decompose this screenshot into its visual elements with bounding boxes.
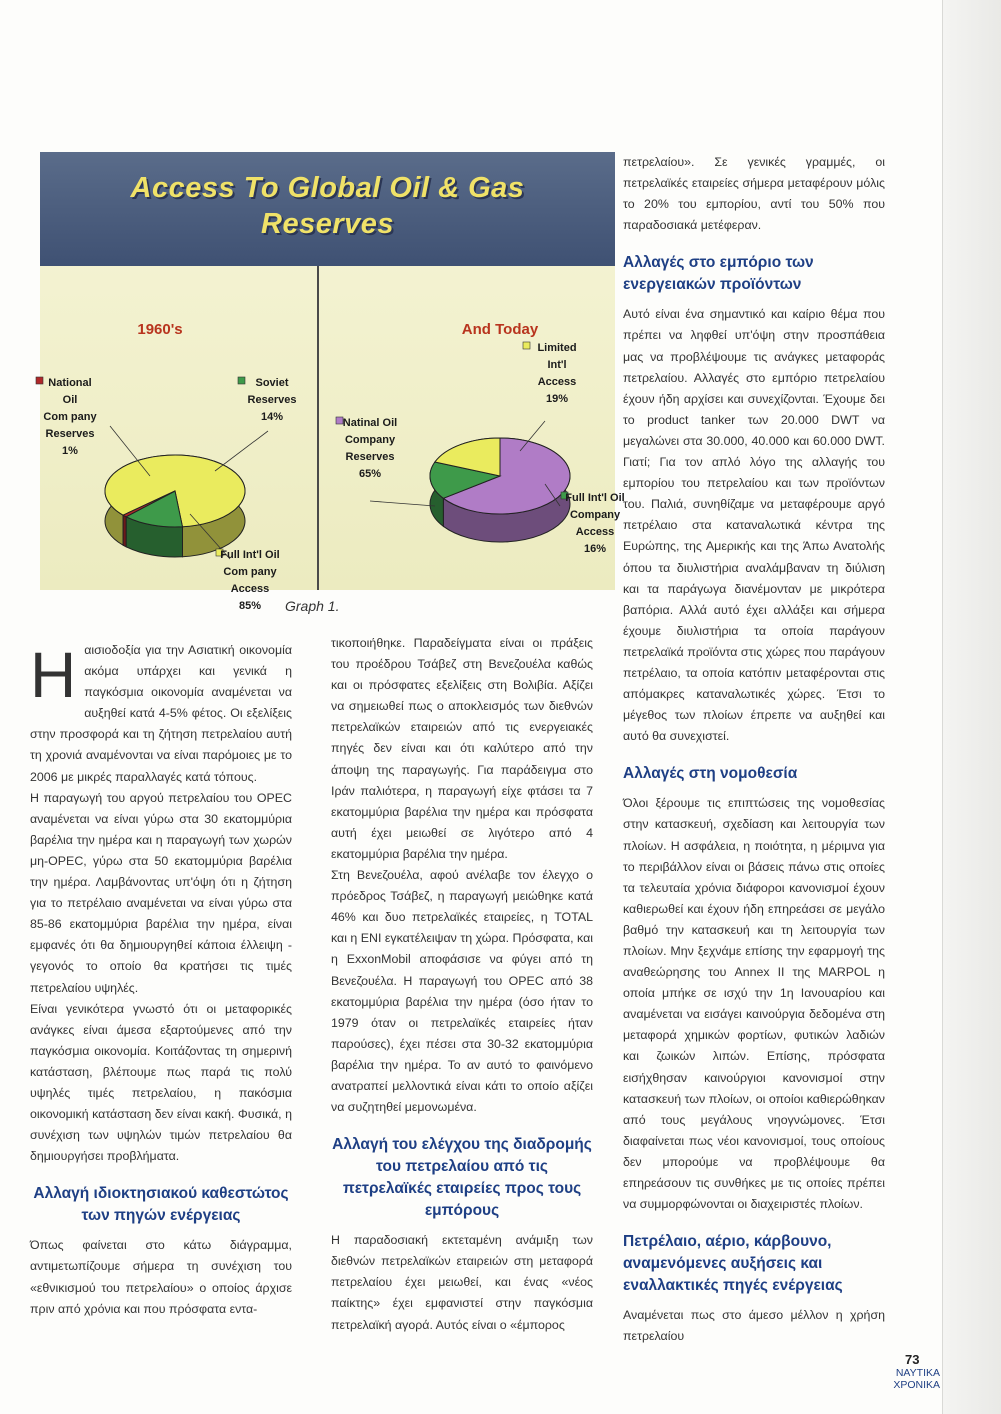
section-heading: Αλλαγές στη νομοθεσία (623, 765, 798, 783)
drop-cap: Η (30, 639, 77, 711)
slice-label: Com pany (223, 566, 277, 578)
legend-swatch (238, 377, 245, 384)
slice-label: National (48, 377, 92, 389)
slice-label: Com pany (43, 411, 97, 423)
leader-line (370, 501, 435, 506)
slice-label: Company (344, 434, 396, 446)
paragraph: τικοποιήθηκε. Παραδείγματα είναι οι πράξεις του προέδρου Τσάβεζ στη Βενεζουέλα καθώς και οι πρόσφατες εξελίξεις στη Βολιβία. Αξίζει να σημειωθεί πως ο αποκλεισμός των διεθνών πετρελαϊκών εταιρειών από τις ενεργειακές πηγές δεν είναι και ότι καλύτερο από την άποψη της παραγωγής. Για παράδειγμα στο Ιράν παλιότερα, η παραγωγή είχε φτάσει τα 7 εκατομμύρια βαρέλια την ημέρα και πρόσφατα αυτή έχει μειωθεί σε λιγότερο από 4 εκατομμύρια βαρέλια την ημέρα. (331, 636, 593, 861)
slice-label: Soviet (255, 377, 289, 389)
article-column-1 (30, 640, 292, 1320)
slice-label: Limited (537, 342, 577, 354)
magazine-name-line2: ΧΡΟΝΙΚΑ (893, 1379, 940, 1391)
paragraph: Η παραγωγή του αργού πετρελαίου του OPEC αναμένεται να είναι γύρω στα 30 εκατομμύρια βαρέλια την ημέρα και η παραγωγή των χωρών μη-OPEC, γύρω στα 50 εκατομμύρια βαρέλια την ημέρα. Λαμβάνοντας υπ'όψη ότι η ζήτηση για το πετρέλαιο αναμένεται να είναι γύρω στα 85-86 εκατομμύρια βαρέλια την ημέρα, είναι εμφανές ότι θα δημιουργηθεί κάποια έλλειψη - γεγονός το οποίο θα κρατήσει τις τιμές πετρελαίου υψηλές. (30, 790, 292, 995)
chart-header (40, 152, 615, 266)
page-number: 73 (905, 1352, 920, 1367)
section-heading: Αλλαγές στο εμπόριο των ενεργειακών προϊόντων (623, 254, 814, 294)
legend-swatch (523, 342, 530, 349)
legend-swatch (36, 377, 43, 384)
paragraph: Αναμένεται πως στο άμεσο μέλλον η χρήση πετρελαίου (623, 1308, 885, 1344)
paragraph: Η παραδοσιακή εκτεταμένη ανάμιξη των διεθνών πετρελαϊκών εταιρειών στη μεταφορά πετρελαίου έχει μειωθεί, και ένας «νέος παίκτης» έχει εμφανιστεί στην παγκόσμια πετρελαϊκή αγορά. Αυτός είναι ο «έμπορος (331, 1233, 593, 1332)
section-heading: Πετρέλαιο, αέριο, κάρβουνο, αναμενόμενες αυξήσεις και εναλλακτικές πηγές ενέργειας (623, 1233, 843, 1295)
slice-label: Access (230, 583, 270, 595)
slice-label: Reserves (345, 451, 395, 463)
paragraph (30, 640, 292, 788)
paragraph: Στη Βενεζουέλα, αφού ανέλαβε τον έλεγχο ο πρόεδρος Τσάβεζ, η παραγωγή μειώθηκε κατά 46% και δυο πετρελαϊκές εταιρείες, η TOTAL και η ENI εγκατέλειψαν τη χώρα. Πρόσφατα, και η ExxonMobil αποφάσισε να φύγει από τη Βενεζουέλα. Η παραγωγή του OPEC από 38 εκατομμύρια βαρέλια την ημέρα (όσο ήταν το 1979 όταν οι πετρελαϊκές εταιρείες ήταν παρούσες), έχει πέσει στα 30-32 εκατομμύρια βαρέλια την ημέρα. Το αν αυτό το φαινόμενο ανατραπεί μελλοντικά είναι κάτι το οποίο αξίζει να συζητηθεί μεμονωμένα. (331, 868, 593, 1115)
slice-label: 19% (545, 393, 569, 405)
paragraph: Αυτό είναι ένα σημαντικό και καίριο θέμα που πρέπει να ληφθεί υπ'όψη στην προσπάθεια μας να προβλέψουμε τις ανάγκες μεταφοράς πετρελαίου. Αλλαγές στο εμπόριο πετρελαίου έχουν ήδη αρχίσει και συνεχίζονται. Έχουμε δει το product tanker των 20.000 DWT να μεγαλώνει στα 30.000, 40.000 και 60.000 DWT. Γιατί; Για τον απλό λόγο της αλλαγής του εμπορίου του πετρελαίου και των προϊόντων του. Παλιά, συνηθίζαμε να μεταφέρουμε αργό πετρέλαιο στα καταναλωτικά κέντρα της Ευρώπης, της Αμερικής και της Άπω Ανατολής όπου τα διυλιστήρια αναλάμβαναν τη διύλιση και τα παράγωγα διανέμονταν με μικρότερα βαπόρια. Αλλά αυτό έχει αλλάξει και σήμερα έχουμε διυλιστήρια τα οποία παράγουν πετρελαϊκά προϊόντα στις χώρες που παράγουν πετρέλαιο, τα οποία κατόπιν μεταφέρονται στις απόμακρες καταναλωτικές χώρες. Έτσι το μέγεθος των πλοίων έπρεπε να αυξηθεί και αυτό θα συνεχιστεί. (623, 307, 885, 744)
slice-label: Natinal Oil (342, 417, 398, 429)
slice-label: Company (569, 509, 621, 521)
paragraph: Είναι γενικότερα γνωστό ότι οι μεταφορικές ανάγκες είναι άμεσα εξαρτούμενες από την παγκόσμια οικονομία. Κοιτάζοντας τη σημερινή κατάσταση, βλέπουμε πως παρά τις πολύ υψηλές τιμές πετρελαίου, η πακόσμια οικονομική κατάσταση δεν είναι κακή. Φυσικά, η συνέχιση των υψηλών τιμών πετρελαίου θα δημιουργήσει προβλήματα. (30, 1001, 292, 1164)
slice-label: 14% (260, 411, 284, 423)
slice-label: 65% (358, 468, 382, 480)
leader-line (215, 431, 268, 471)
chart-title-line1: Access To Global Oil & Gas (130, 172, 525, 204)
pie-slice-side (123, 515, 126, 547)
article-column-2 (331, 633, 593, 1336)
slice-label: Full Int'l Oil (220, 549, 280, 561)
paragraph: Όπως φαίνεται στο κάτω διάγραμμα, αντιμετωπίζουμε σήμερα τη συνέχιση του «εθνικισμού του πετρελαίου» ο οποίος άρχισε πριν από χρόνια και που πρόσφατα εντα- (30, 1238, 292, 1316)
paragraph: Όλοι ξέρουμε τις επιπτώσεις της νομοθεσίας στην κατασκευή, σχεδίαση και λειτουργία των πλοίων. Η ασφάλεια, η ποιότητα, η μέριμνα για το περιβάλλον είναι οι βάσεις πάνω στις οποίες τα τελευταία χρόνια διάφοροι κανονισμοί έχουν καθιερωθεί και έχουν ήδη επηρεάσει σε μεγάλο βαθμό την κατασκευή και τη λειτουργία των πλοίων. Μην ξεχνάμε επίσης την εφαρμογή της αναθεώρησης του Annex II της MARPOL η οποία μπήκε σε ισχύ την 1η Ιανουαρίου και αναμένεται να εισάγει καινούργια δεδομένα στη μεταφορά χημικών φορτίων, φυτικών λαδιών και ζωικών λιπών. Επίσης, πρόσφατα εισήχθησαν καινούργιοι κανονισμοί στην κατασκευή των πλοίων, οι οποίοι καθιερώθηκαν από τους μεγάλους νηογνώμονες. Έτσι διαφαίνεται πως νέοι κανονισμοί, τους οποίους δεν μπορούμε να προβλέψουμε θα επηρεάσουν τις συνθήκες με τις οποίες πρέπει να συμμορφώνονται οι διαχειριστές πλοίων. (623, 796, 885, 1212)
magazine-name-line1: ΝΑΥΤΙΚΑ (895, 1367, 940, 1379)
slice-label: Oil (62, 394, 78, 406)
chart-title (70, 170, 585, 242)
pie-title: 1960's (137, 321, 183, 338)
slice-label: Reserves (45, 428, 95, 440)
slice-label: Full Int'l Oil (565, 492, 625, 504)
graph-caption: Graph 1. (285, 598, 340, 614)
slice-label: Access (575, 526, 615, 538)
slice-label: 16% (583, 543, 607, 555)
section-heading: Αλλαγή ιδιοκτησιακού καθεστώτος των πηγών ενέργειας (33, 1185, 289, 1225)
magazine-name (880, 1367, 940, 1391)
slice-label: Reserves (247, 394, 297, 406)
section-heading: Αλλαγή του ελέγχου της διαδρομής του πετρελαίου από τις πετρελαϊκές εταιρείες προς τους εμπόρους (332, 1136, 592, 1220)
article-column-3 (623, 152, 885, 1347)
page-fold-edge (942, 0, 1001, 1414)
paragraph: πετρελαίου». Σε γενικές γραμμές, οι πετρελαϊκές εταιρείες σήμερα μεταφέρουν μόλις το 20% του εμπορίου, αντί του 50% που παραδοσιακά μετέφεραν. (623, 155, 885, 233)
slice-label: 85% (238, 600, 262, 612)
pie-title: And Today (461, 321, 539, 338)
chart-title-line2: Reserves (261, 208, 394, 240)
slice-label: 1% (62, 445, 78, 457)
slice-label: Int'l (547, 359, 567, 371)
paragraph-text: αισιοδοξία για την Ασιατική οικονομία ακόμα υπάρχει και γενικά η παγκόσμια οικονομία αναμένεται να αυξηθεί κατά 4-5% φέτος. Οι εξελίξεις στην προσφορά και τη ζήτηση πετρελαίου αυτή τη χρονιά αναμένονται να είναι παρόμοιες με το 2006 με μικρές παραλλαγές κατά τόπους. (30, 643, 292, 784)
slice-label: Access (537, 376, 577, 388)
